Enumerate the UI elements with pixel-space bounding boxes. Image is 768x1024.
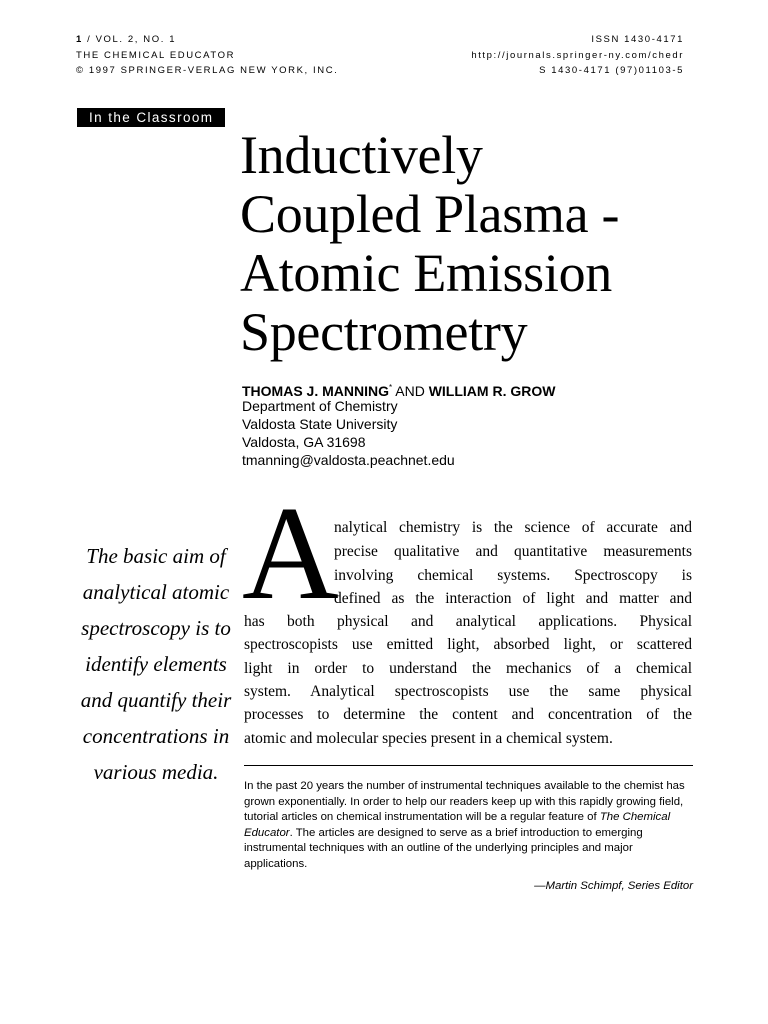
- article-title: [240, 126, 740, 362]
- note-text: . The articles are designed to serve as a brief introduction to emerging instrumental techniques with an outline of the underlying principles and major applications.: [244, 826, 643, 870]
- city-address: Valdosta, GA 31698: [242, 434, 366, 450]
- intro-line: light in order to understand the mechanics of a chemical: [244, 660, 692, 677]
- intro-line: atomic and molecular species present in a chemical system.: [244, 730, 613, 747]
- author-name: THOMAS J. MANNING: [242, 383, 389, 399]
- university: Valdosta State University: [242, 416, 398, 432]
- department: Department of Chemistry: [242, 398, 398, 414]
- intro-line: has both physical and analytical applications. Physical: [244, 613, 692, 630]
- author-conjunction: AND: [392, 383, 429, 399]
- title-line: Coupled Plasma -: [240, 184, 620, 244]
- intro-line: defined as the interaction of light and matter and: [334, 590, 692, 607]
- journal-name: THE CHEMICAL EDUCATOR: [76, 49, 236, 61]
- series-editor-note: [244, 779, 693, 872]
- intro-line: spectroscopists use emitted light, absorbed light, or scattered: [244, 636, 692, 653]
- author-email[interactable]: tmanning@valdosta.peachnet.edu: [242, 452, 455, 468]
- title-line: Spectrometry: [240, 302, 528, 362]
- intro-line: processes to determine the content and concentration of the: [244, 706, 692, 723]
- footnote-mark: *: [389, 383, 393, 392]
- drop-cap: A: [242, 479, 339, 627]
- journal-title-italic: The Chemical Educator: [244, 811, 671, 839]
- copyright-line: © 1997 SPRINGER-VERLAG NEW YORK, INC.: [76, 65, 339, 76]
- page-number: 1: [76, 34, 83, 45]
- intro-line: system. Analytical spectroscopists use the same physical: [244, 683, 692, 700]
- editor-signature: —Martin Schimpf, Series Editor: [534, 880, 693, 892]
- issn: ISSN 1430-4171: [591, 34, 684, 45]
- title-line: Inductively: [240, 125, 483, 185]
- intro-line: nalytical chemistry is the science of accurate and: [334, 519, 692, 536]
- journal-header-right: [471, 32, 684, 79]
- affiliation: [242, 397, 455, 469]
- divider-rule: [244, 765, 693, 766]
- section-label: In the Classroom: [77, 108, 225, 127]
- intro-line: involving chemical systems. Spectroscopy is: [334, 567, 692, 584]
- title-line: Atomic Emission: [240, 243, 612, 303]
- author-name: WILLIAM R. GROW: [428, 383, 556, 399]
- intro-line: precise qualitative and quantitative measurements: [334, 543, 692, 560]
- note-text: In the past 20 years the number of instrumental techniques available to the chemist has grown exponentially. In order to help our readers keep up with this rapidly growing field, tutorial articles on chemical instrumentation will be a regular feature of: [244, 780, 685, 823]
- pull-quote: The basic aim of analytical atomic spectroscopy is to identify elements and quantify their concentrations in various media.: [80, 544, 232, 784]
- journal-url[interactable]: http://journals.springer-ny.com/chedr: [471, 49, 684, 61]
- journal-header-left: [76, 32, 338, 79]
- issue-line: [76, 32, 338, 48]
- article-identifier: S 1430-4171 (97)01103-5: [539, 65, 684, 76]
- volume-issue: / VOL. 2, NO. 1: [82, 34, 177, 45]
